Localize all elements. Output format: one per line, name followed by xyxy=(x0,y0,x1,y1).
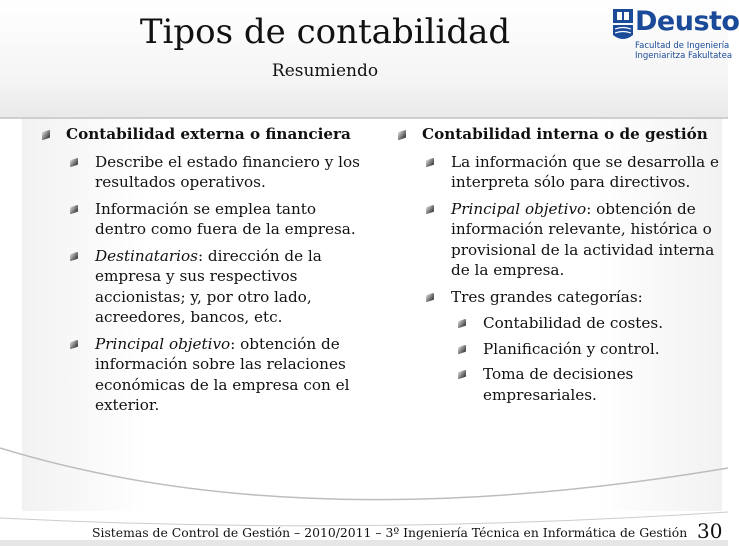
objetivo-text: : obtención de información relevante, histórica o provisional de la actividad interna de la empresa. xyxy=(451,199,715,279)
right-item-text: La información que se desarrolla e interpreta sólo para directivos. xyxy=(451,152,719,191)
bullet-icon xyxy=(458,319,466,329)
bullet-icon xyxy=(426,157,434,167)
bullet-icon xyxy=(70,251,78,261)
bullet-icon xyxy=(70,204,78,214)
right-heading: Contabilidad interna o de gestión xyxy=(422,125,708,143)
deusto-shield-icon xyxy=(613,9,633,43)
logo-faculty-line-basque: Ingeniaritza Fakultatea xyxy=(635,51,733,61)
subitem-text: Contabilidad de costes. xyxy=(483,314,664,332)
objetivo-text: : obtención de información sobre las relaciones económicas de la empresa con el exterior. xyxy=(95,334,350,414)
left-column xyxy=(38,124,368,422)
list-item xyxy=(68,334,368,416)
bullet-icon xyxy=(426,292,434,302)
bullet-icon xyxy=(426,204,434,214)
list-item xyxy=(456,339,728,360)
list-item xyxy=(68,246,368,328)
list-item xyxy=(394,124,728,145)
list-item xyxy=(68,152,368,193)
list-item xyxy=(424,287,728,308)
destinatarios-text: : dirección de la empresa y sus respectivos accionistas; y, por otro lado, acreedores, bancos, etc. xyxy=(95,246,322,326)
destinatarios-label: Destinatarios xyxy=(95,246,198,265)
left-item-text: Información se emplea tanto dentro como fuera de la empresa. xyxy=(95,199,356,238)
list-item xyxy=(38,124,368,145)
slide-title: Tipos de contabilidad xyxy=(139,12,511,52)
right-column xyxy=(394,124,728,410)
deusto-logo xyxy=(613,6,739,61)
list-item xyxy=(456,313,728,334)
bullet-icon xyxy=(70,339,78,349)
bullet-icon xyxy=(458,370,466,380)
objetivo-label: Principal objetivo xyxy=(95,334,231,353)
bullet-icon xyxy=(458,344,466,354)
list-item xyxy=(456,364,728,405)
categorias-text: Tres grandes categorías: xyxy=(451,287,643,306)
footer-text: Sistemas de Control de Gestión – 2010/2011 – 3º Ingeniería Técnica en Informática de Gestión xyxy=(92,525,688,540)
objetivo-label: Principal objetivo xyxy=(451,199,587,218)
list-item xyxy=(424,199,728,281)
list-item xyxy=(68,199,368,240)
subitem-text: Planificación y control. xyxy=(483,339,660,358)
bullet-icon xyxy=(70,157,78,167)
left-item-text: Describe el estado financiero y los resultados operativos. xyxy=(95,152,360,191)
subitem-text: Toma de decisiones empresariales. xyxy=(483,365,634,404)
logo-name: Deusto xyxy=(635,6,739,37)
list-item xyxy=(424,152,728,193)
left-heading: Contabilidad externa o financiera xyxy=(66,125,351,143)
page-number: 30 xyxy=(697,519,723,543)
bullet-icon xyxy=(398,130,406,141)
slide-subtitle: Resumiendo xyxy=(271,61,379,81)
logo-faculty-line: Facultad de Ingeniería xyxy=(635,41,730,51)
bullet-icon xyxy=(42,130,50,141)
